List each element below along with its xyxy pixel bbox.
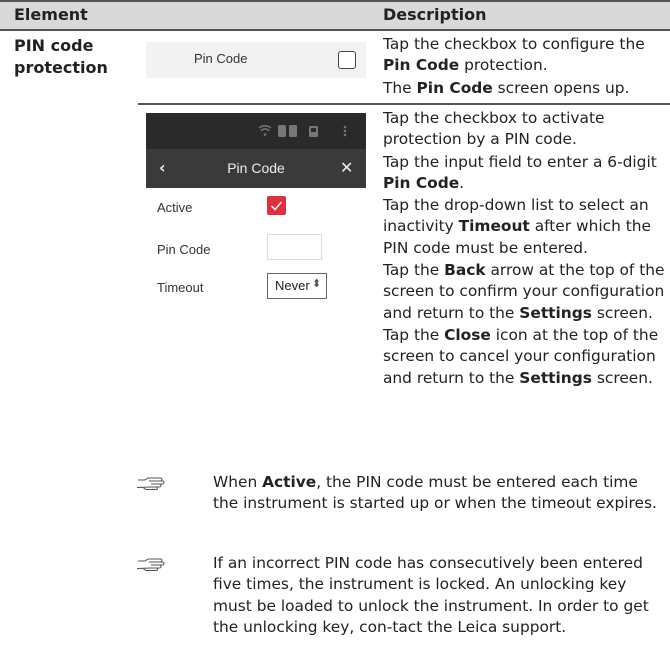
app-bar [146, 149, 366, 188]
active-label: Active [157, 200, 193, 215]
description-paragraph: Tap the checkbox to configure the Pin Code protection. [383, 35, 645, 75]
timeout-value: Never [275, 278, 310, 293]
note-2: If an incorrect PIN code has consecutively been entered five times, the instrument is locked. An unlocking key must be loaded to unlock the instrument. In order to get the unlocking key, con-tact the Leica support. [213, 554, 649, 636]
description-paragraph: The Pin Code screen opens up. [383, 78, 630, 97]
row2-description [383, 108, 668, 390]
screen-title: Pin Code [227, 160, 285, 176]
pin-code-checkbox[interactable] [338, 51, 356, 69]
updown-chevron-icon: ⬍ [312, 278, 322, 290]
pin-code-settings-row[interactable] [146, 42, 366, 78]
description-paragraph: Tap the checkbox to activate protection by a PIN code. [383, 109, 605, 149]
close-icon[interactable]: ✕ [340, 158, 354, 177]
bold-term: Pin Code [383, 173, 460, 192]
header-element: Element [14, 5, 88, 24]
bold-term: Settings [519, 368, 592, 387]
bold-term: Pin Code [383, 56, 460, 75]
row-separator [138, 103, 670, 105]
pin-code-field-label: Pin Code [157, 242, 211, 257]
wifi-dot-icon [264, 133, 267, 136]
timeout-select[interactable] [267, 273, 327, 299]
header-description: Description [383, 5, 487, 24]
description-paragraph: Tap the drop-down list to select an inactivity Timeout after which the PIN code must be entered. [383, 196, 651, 257]
more-vert-icon [344, 126, 347, 137]
bold-term: Settings [519, 303, 592, 322]
wifi-icon [259, 126, 271, 131]
pointing-hand-icon [137, 557, 167, 573]
description-paragraph: Tap the Close icon at the top of the screen to cancel your configuration and return to the Settings screen. [383, 325, 659, 387]
active-checkbox[interactable] [267, 196, 286, 215]
table-header [0, 2, 670, 31]
bold-term: Pin Code [416, 78, 493, 97]
pointing-hand-icon [137, 476, 167, 492]
bold-term: Close [444, 325, 491, 344]
description-paragraph: Tap the Back arrow at the top of the screen to confirm your configuration and return to the Settings screen. [383, 261, 665, 322]
status-bar [146, 113, 366, 149]
bold-term: Active [262, 473, 317, 491]
element-name: PIN code protection [14, 36, 108, 77]
note-1: When Active, the PIN code must be entered each time the instrument is started up or when the timeout expires. [213, 473, 657, 513]
bold-term: Timeout [458, 217, 530, 236]
row1-description [383, 34, 668, 100]
description-paragraph: Tap the input field to enter a 6-digit Pin Code. [383, 152, 657, 192]
pin-code-input[interactable] [267, 234, 322, 260]
status-icons [146, 113, 366, 149]
battery-icon [289, 125, 297, 137]
pin-code-label: Pin Code [194, 51, 248, 66]
bold-term: Back [444, 261, 486, 280]
timeout-label: Timeout [157, 280, 204, 295]
back-icon[interactable]: ‹ [159, 158, 166, 177]
pin-code-screen [146, 113, 366, 313]
check-icon [267, 196, 286, 215]
battery-icon [278, 125, 286, 137]
